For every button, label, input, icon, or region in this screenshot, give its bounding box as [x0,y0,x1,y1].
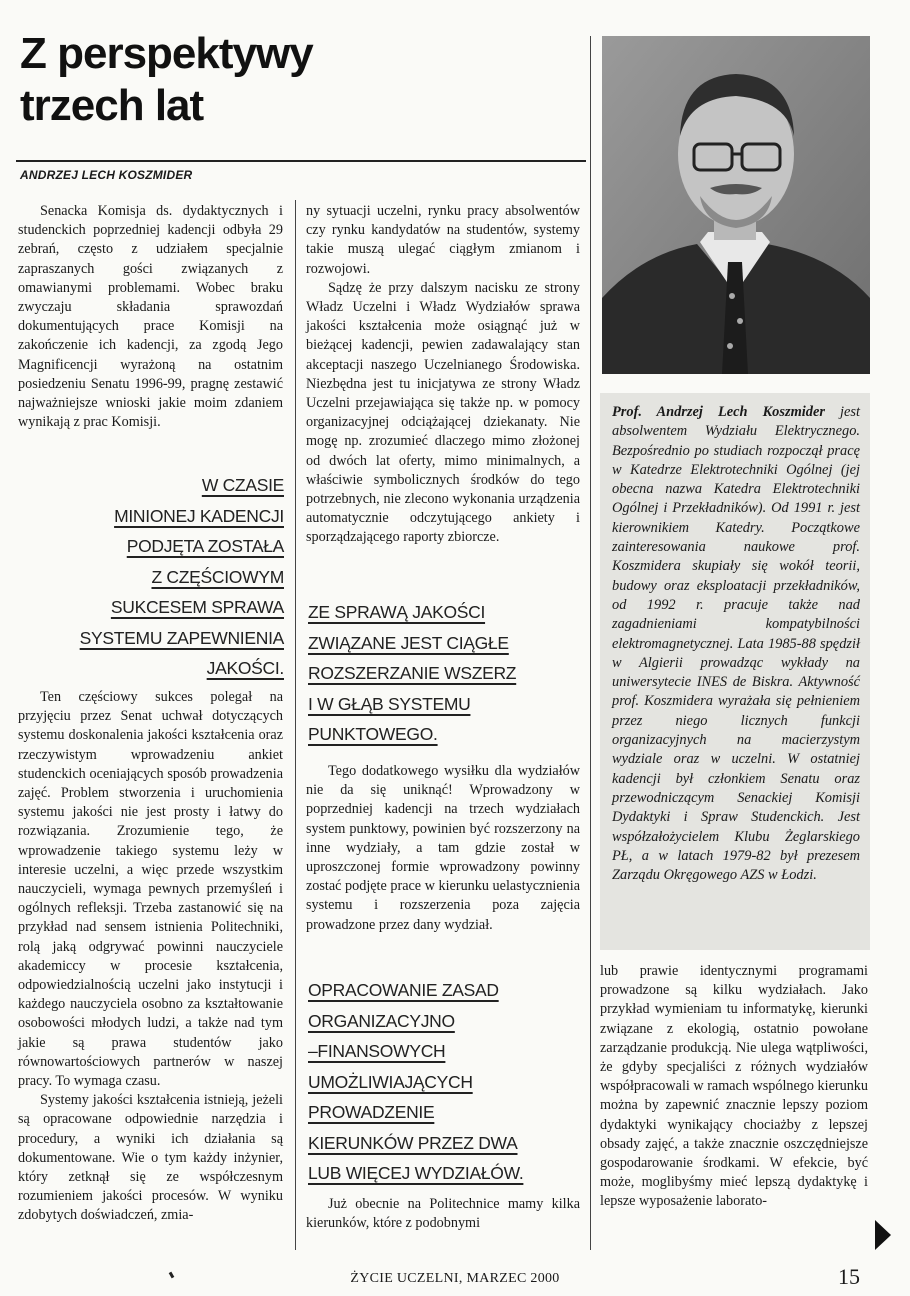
paragraph: Ten częściowy sukces polegał na przyjęciu przez Senat uchwał dotyczących systemu doskonalenia jakości kształcenia oraz rzeczywistym wprowadzeniu ankiet studenckich oceniających sposób prowadzenia zajęć. Problem stworzenia i uruchomienia systemu jakości nie jest prosty i łatwy do rozwiązania. Zrozumienie tego, że wprowadzenie takiego systemu leży w interesie uczelni, a więc przede wszystkim nauczycieli, wymaga pewnych przemyśleń i ogólnych refleksji. Trzeba zastanowić się na przykład nad sensem istnienia Politechniki, rolą jaką odgrywać powinni nauczyciele akademiccy w procesie kształcenia, odpowiedzialnością uczelni jako instytucji i każdego nauczyciela osobno za kształtowanie osobowości młodych ludzi, a także nad tym jakie są prawa studentów jako równowartościowych partnerów w naszej pracy. To wymaga czasu. [18,689,283,1090]
article-title: Z perspektywy trzech lat [20,29,313,130]
continue-arrow-icon [875,1220,891,1250]
pull-quote-line: –FINANSOWYCH [308,1041,446,1061]
paragraph: Sądzę że przy dalszym nacisku ze strony Władz Uczelni i Władz Wydziałów sprawa jakości kształcenia może osiągnąć już w bieżącej kadencji, pewien zadawalający stan akceptacji naszego Uczelnianego Środowiska. Niezbędna jest tu inicjatywa ze strony Władz Uczelni przejawiająca się także np. w pomocy organizacyjnej odciążającej dziekanaty. Nie mogę np. zrozumieć dlaczego mimo złożonej od dwóch lat oferty, mimo minimalnych, a właściwie symbolicznych środków do tego potrzebnych, nie zlecono wykonania urządzenia automatycznie odczytującego ankiety i sporządzającego raporty zbiorcze. [306,279,580,546]
caption-author-name: Prof. Andrzej Lech Koszmider [612,404,825,420]
caption-bio-text: jest absolwentem Wydziału Elektrycznego. Bezpośrednio po studiach rozpoczął pracę w Katedrze Elektrotechniki Ogólnej (jej obecna nazwa Katedra Elektrotechniki Ogólnej i Przekładników). Od 1991 r. jest kierownikiem Katedry. Początkowe zainteresowania naukowe prof. Koszmidera skupiały się wokół teorii, budowy oraz eksploatacji przekładników, od 1992 r. pracuje także nad zagadnieniami kompatybilności elektromagnetycznej. Lata 1985-88 spędził w Algierii prowadząc wykłady na uniwersytecie INES de Biskra. Aktywność prof. Koszmidera wyrażała się pełnieniem przez niego licznych funkcji organizacyjnych na macierzystym wydziale oraz w uczelni. W ostatniej kadencji był członkiem Senatu oraz przewodniczącym Senackiej Komisji Dydaktyki i Spraw Studenckich. Jest współzałożycielem Klubu Żeglarskiego PŁ, a w latach 1979-82 był prezesem Zarządu Okręgowego AZS w Łodzi. [612,404,860,884]
author-bio-caption [600,393,870,950]
footer-publication: ŻYCIE UCZELNI, MARZEC 2000 [350,1271,560,1286]
paragraph: lub prawie identycznymi programami prowadzone są kilku wydziałach. Jako przykład wymieniam tu informatykę, kierunki związane z ekologią, ostatnio powołane zarządzanie produkcją. Nie ulega wątpliwości, że gdyby specjaliści z różnych wydziałów współpracowali w ramach wspólnego kierunku można by zapewnić znacznie lepszy poziom dydaktyki wynikający chociażby z lepszej obsady zajęć, a także znacznie oszczędniejsze gospodarowanie środkami. W efekcie, być może, moglibyśmy mieć lepszą dydaktykę i lepsze wyposażenie laborato- [600,963,868,1210]
paragraph: Systemy jakości kształcenia istnieją, jeżeli są opracowane odpowiednie narzędzia i procedury, a wyniki ich działania są dokumentowane. Wie o tym każdy inżynier, który zetknął się ze współczesnym rozumieniem jakości procesów. W wyniku zdobytych doświadczeń, zmia- [18,1092,283,1224]
pull-quote-3 [308,975,578,1189]
author-byline: ANDRZEJ LECH KOSZMIDER [20,168,193,182]
pull-quote-line: ROZSZERZANIE WSZERZ [308,663,517,683]
pull-quote-line: SYSTEMU ZAPEWNIENIA [79,627,284,648]
page-number: 15 [838,1264,860,1289]
column-divider [590,36,591,1250]
pull-quote-line: JAKOŚCI. [206,658,284,678]
pull-quote-line: PUNKTOWEGO. [308,724,438,744]
pull-quote-line: MINIONEJ KADENCJI [114,505,284,526]
pull-quote-line: ZE SPRAWĄ JAKOŚCI [308,602,486,622]
column-1-body [18,688,283,1226]
column-3-body [600,962,868,1212]
print-mark [169,1272,175,1279]
paragraph: Senacka Komisja ds. dydaktycznych i studenckich poprzedniej kadencji odbyła 29 zebrań, często z udziałem specjalnie zapraszanych gości związanych z omawianymi problemami. Wobec braku zwyczaju składania sprawozdań dokumentujących prace Komisji na zakończenie ich kadencji, za zgodą Jego Magnificencji wyrażoną na ostatnim posiedzeniu Senatu 1996-99, pragnę zestawić najważniejsze wnioski jakie moim zdaniem wynikają z prac Komisji. [18,203,283,431]
pull-quote-line: I W GŁĄB SYSTEMU [308,693,471,714]
pull-quote-line: SUKCESEM SPRAWA [110,597,284,617]
portrait-illustration [602,36,870,374]
pull-quote-line: PROWADZENIE [308,1102,435,1122]
title-rule [16,160,586,162]
pull-quote-line: ZWIĄZANE JEST CIĄGŁE [308,632,509,653]
pull-quote-line: ORGANIZACYJNO [308,1010,455,1031]
paragraph: Już obecnie na Politechnice mamy kilka kierunków, które z podobnymi [306,1196,580,1232]
author-portrait-photo [602,36,870,374]
paragraph: Tego dodatkowego wysiłku dla wydziałów nie da się uniknąć! Wprowadzony w poprzedniej kadencji na trzech wydziałach system punktowy, powinien być rozszerzony na inne wydziały, a tam gdzie został w uproszczonej formie wprowadzony powinny zostać podjęte prace w kierunku uelastycznienia systemu i rozszerzenia poza zajęcia prowadzone przez dany wydział. [306,763,580,933]
pull-quote-line: LUB WIĘCEJ WYDZIAŁÓW. [308,1163,524,1183]
pull-quote-line: Z CZĘŚCIOWYM [151,566,284,587]
pull-quote-1 [26,470,284,684]
column-2-middle [306,762,580,935]
pull-quote-line: W CZASIE [201,475,284,495]
column-2-top [306,202,580,548]
pull-quote-line: KIERUNKÓW PRZEZ DWA [308,1132,518,1153]
pull-quote-line: UMOŻLIWIAJĄCYCH [308,1071,473,1092]
column-2-bottom [306,1195,580,1233]
pull-quote-line: PODJĘTA ZOSTAŁA [126,536,284,556]
paragraph: ny sytuacji uczelni, rynku pracy absolwentów czy rynku kandydatów na studentów, systemy takie muszą ulegać ciągłym zmianom i rozwojowi. [306,203,580,277]
pull-quote-2 [308,597,578,750]
column-divider [295,200,296,1250]
column-1-intro [18,202,283,432]
pull-quote-line: OPRACOWANIE ZASAD [308,980,499,1000]
